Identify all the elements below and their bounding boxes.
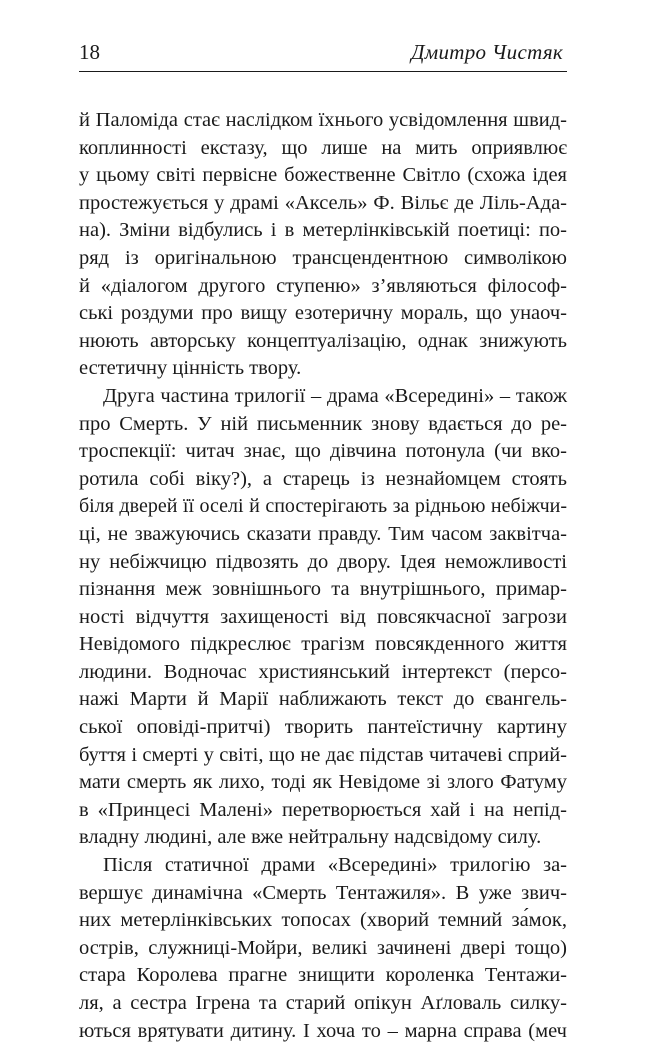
text-line: простежується у драмі «Аксель» Ф. Вільє де Ліль-Ада- xyxy=(79,191,567,214)
text-line: стара Королева прагне знищити королeнка Тентажи- xyxy=(79,964,567,987)
text-line: троспекції: читач знає, що дівчина потонула (чи вко- xyxy=(79,440,567,463)
text-line: вершує динамічна «Смерть Тентажиля». В уже звич- xyxy=(79,881,567,904)
text-line: на). Зміни відбулись і в метерлінківській поетиці: по- xyxy=(79,219,567,242)
text-line: ля, а сестра Ігрена та старий опікун Аґловаль силку- xyxy=(79,992,567,1014)
text-line: Невідомого підкреслює трагізм повсякденного життя xyxy=(79,633,567,656)
page-number: 18 xyxy=(79,40,100,64)
text-line: Після статичної драми «Всередині» трилогію за- xyxy=(103,854,567,877)
text-line: естетичну цінність твору. xyxy=(79,357,302,380)
text-line: ряд із оригінальною трансцендентною символікою xyxy=(79,246,567,269)
running-title: Дмитро Чистяк xyxy=(411,40,563,64)
text-line: острів, служниці-Мойри, великі зачинені двері тощо) xyxy=(79,936,567,959)
text-line: нажі Марти й Марії наближають текст до євангель- xyxy=(79,688,567,711)
text-line: них метерлінківських топосах (хворий темний за́мок, xyxy=(79,909,567,932)
text-line: ну небіжчицю підвозять до двору. Ідея неможливості xyxy=(79,550,567,573)
text-line: ротила собі віку?), а старець із незнайомцем стоять xyxy=(79,467,567,490)
text-line: в «Принцесі Малені» перетворюється хай і на непід- xyxy=(79,798,567,821)
text-line: ські роздуми про вищу езотеричну мораль, що унаоч- xyxy=(79,302,567,325)
text-line: пізнання меж зовнішнього та внутрішнього, примар- xyxy=(79,578,567,601)
text-line: коплинності екстазу, що лише на мить оприявлює xyxy=(79,136,567,159)
body-text xyxy=(79,107,567,1045)
text-line: про Смерть. У ній письменник знову вдається до ре- xyxy=(79,412,567,435)
text-line: Друга частина трилогії – драма «Всередині» – також xyxy=(103,384,567,407)
text-line: людини. Водночас християнський інтертекст (персо- xyxy=(79,660,567,683)
text-line: й «діалогом другого ступеню» з’являються філософ- xyxy=(79,274,567,297)
text-line: нюють авторську концептуалізацію, однак знижують xyxy=(79,329,567,352)
text-line: й Паломіда стає наслідком їхнього усвідомлення швид- xyxy=(79,109,567,131)
text-line: у цьому світі первісне божественне Світло (схожа ідея xyxy=(79,164,567,187)
header-rule xyxy=(79,71,567,72)
text-line: буття і смерті у світі, що не дає підстав читачеві сприй- xyxy=(79,743,567,766)
text-line: ської оповіді-притчі) творить пантеїстичну картину xyxy=(79,716,567,739)
text-line: біля дверей її оселі й спостерігають за рідньою небіжчи- xyxy=(79,495,567,518)
text-line: ються врятувати дитину. І хоча то – марна справа (меч xyxy=(79,1019,567,1042)
text-line: мати смерть як лихо, тоді як Невідоме зі злого Фатуму xyxy=(79,771,567,794)
text-line: владну людині, але вже нейтральну надсвідому силу. xyxy=(79,826,542,849)
text-line: ності відчуття захищеності від повсякчасної загрози xyxy=(79,605,567,628)
text-line: ці, не зважуючись сказати правду. Тим часом заквітча- xyxy=(79,522,567,545)
running-head xyxy=(79,38,567,70)
